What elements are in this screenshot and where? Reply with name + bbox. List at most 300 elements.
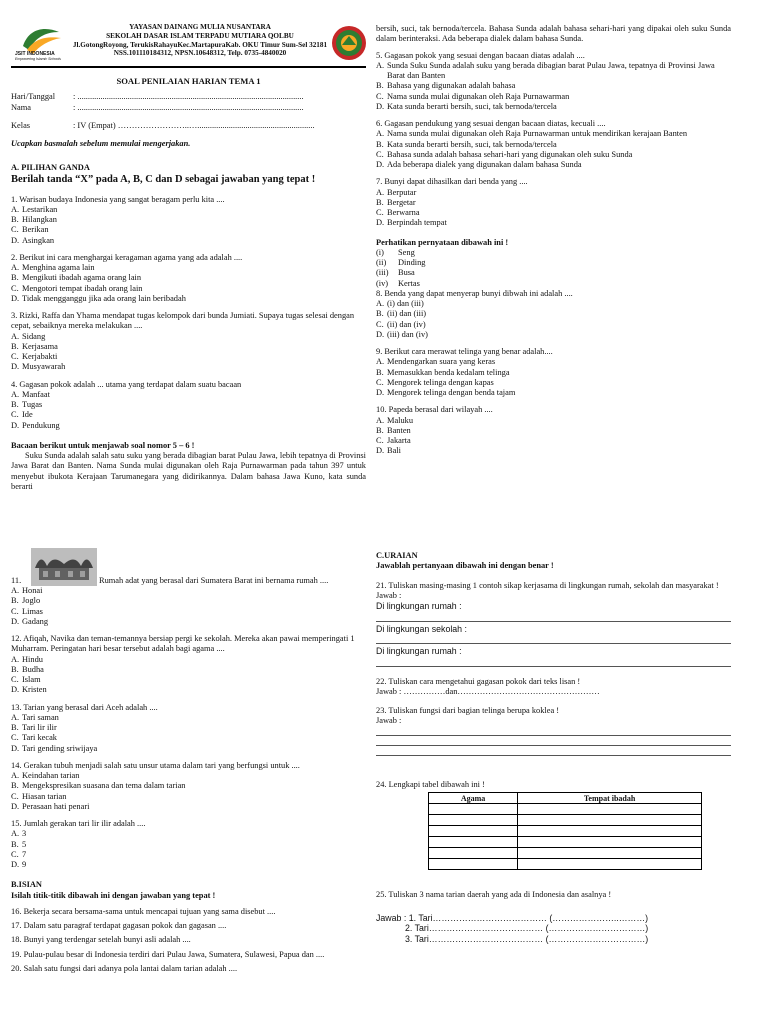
field-value: : ............................................................................................................ [73, 102, 304, 112]
option-letter: C. [11, 283, 19, 293]
question-list-b [376, 51, 731, 229]
option-text: Honai [22, 586, 43, 595]
option-letter: A. [376, 415, 385, 425]
question-text: 15. Jumlah gerakan tari lir ilir adalah .... [11, 819, 146, 828]
question-block [11, 819, 366, 870]
option-letter: B. [11, 596, 19, 606]
answer-option[interactable] [376, 92, 731, 102]
answer-option[interactable] [376, 320, 731, 330]
answer-option[interactable] [376, 102, 731, 112]
option-text: Mengikuti ibadah agama orang lain [22, 273, 142, 283]
question-block [11, 253, 366, 304]
reading-continued: bersih, suci, tak bernoda/tercela. Bahasa Sunda adalah bahasa sehari-hari yang dipakai oleh suku Sunda dalam berinteraksi. Ada beberapa dialek dalam bahasa Sunda. [376, 24, 731, 44]
statement-numeral: (ii) [376, 258, 387, 267]
reading-title: Bacaan berikut untuk menjawab soal nomor 5 – 6 ! [11, 440, 195, 450]
header-school: SEKOLAH DASAR ISLAM TERPADU MUTIARA QOLBU [106, 32, 294, 40]
section-c-title: C.URAIAN [376, 551, 418, 560]
option-text: Sidang [22, 331, 46, 341]
option-text: Budha [22, 664, 44, 674]
option-letter: D. [376, 160, 385, 169]
question-block [11, 634, 366, 696]
answer-option[interactable] [376, 378, 731, 388]
option-letter: C. [11, 733, 19, 743]
isian-list [11, 907, 366, 974]
option-text: Hiasan tarian [22, 791, 67, 801]
school-header [11, 22, 366, 68]
page-title: SOAL PENILAIAN HARIAN TEMA 1 [116, 76, 261, 86]
answer-option[interactable] [376, 446, 731, 456]
religion-table [428, 792, 702, 870]
question-block [11, 380, 366, 431]
answer-rule[interactable] [376, 746, 731, 756]
isian-item[interactable]: 19. Pulau-pulau besar di Indonesia terdiri dari Pulau Jawa, Sumatera, Sulawesi, Papua dan .... [11, 949, 325, 959]
option-letter: C. [11, 606, 19, 616]
option-letter: D. [11, 235, 20, 245]
option-letter: C. [11, 675, 19, 684]
answer-rule[interactable] [376, 726, 731, 736]
option-letter: C. [11, 352, 19, 362]
table-row[interactable] [429, 826, 702, 837]
answer-rule [376, 657, 731, 667]
option-text: Menghina agama lain [22, 263, 95, 273]
option-letter: B. [376, 81, 384, 91]
option-letter: D. [11, 293, 20, 303]
question-11-options [11, 586, 366, 627]
answer-option[interactable] [11, 362, 366, 372]
answer-option[interactable] [11, 723, 366, 733]
option-letter: D. [11, 420, 20, 430]
option-letter: B. [11, 839, 19, 849]
answer-option[interactable] [11, 215, 366, 225]
question-list-c [376, 289, 731, 457]
answer-option[interactable] [11, 675, 366, 685]
answer-option[interactable] [11, 596, 366, 606]
option-letter: C. [11, 791, 19, 801]
option-text: 3 [22, 829, 27, 839]
answer-option[interactable] [376, 330, 731, 340]
answer-option[interactable] [11, 273, 366, 283]
answer-option[interactable] [11, 342, 366, 352]
option-text: Bahasa yang digunakan adalah bahasa [387, 81, 516, 91]
question-block [376, 51, 731, 113]
option-letter: A. [376, 129, 385, 139]
question-text: 12. Afiqah, Navika dan teman-temannya bersiap pergi ke sekolah. Mereka akan pawai memperingati 1 Muharram. Peringatan hari besar tersebut adalah bagi agama .... [11, 634, 355, 654]
option-text: Limas [22, 606, 43, 616]
answer-option[interactable] [11, 205, 366, 215]
answer-option[interactable] [376, 426, 731, 436]
option-letter: C. [376, 377, 384, 387]
table-header-tempat-ibadah: Tempat ibadah [518, 793, 702, 804]
answer-option[interactable] [11, 685, 366, 695]
answer-option[interactable] [11, 225, 366, 235]
field-value: : IV (Empat) ……………………..…........................................................ [73, 120, 315, 130]
answer-option[interactable] [11, 655, 366, 665]
option-text: Musyawarah [22, 362, 66, 372]
option-letter: C. [376, 208, 384, 217]
question-block [376, 177, 731, 228]
answer-option[interactable] [376, 436, 731, 446]
option-letter: B. [376, 309, 384, 319]
option-letter: D. [376, 388, 385, 397]
question-text: 9. Berikut cara merawat telinga yang benar adalah.... [376, 347, 553, 356]
option-text: Sunda Suku Sunda adalah suku yang berada dibagian barat Pulau Jawa, tepatnya di Provinsi Jawa Barat dan Banten [387, 60, 715, 80]
answer-option[interactable] [11, 410, 366, 420]
option-text: Tari lir ilir [22, 723, 57, 732]
question-text: 14. Gerakan tubuh menjadi salah satu unsur utama dalam tari yang berfungsi untuk .... [11, 760, 300, 770]
option-letter: D. [376, 329, 385, 339]
answer-option[interactable] [11, 607, 366, 617]
question-text: 21. Tuliskan masing-masing 1 contoh sikap kerjasama di lingkungan rumah, sekolah dan masyarakat ! [376, 580, 719, 590]
question-text: 3. Rizki, Raffa dan Yhama mendapat tugas kelompok dari bunda Jumiati. Supaya tugas selesai dengan cepat, sebaiknya mereka melakukan .... [11, 311, 355, 331]
option-letter: D. [11, 801, 20, 811]
answer-option[interactable] [376, 81, 731, 91]
table-row[interactable] [429, 815, 702, 826]
header-address: Jl.GotongRoyong, TerukisRahayuKec.MartapuraKab. OKU Timur Sum-Sel 32181 [72, 41, 328, 49]
question-text: Rumah adat yang berasal dari Sumatera Barat ini bernama rumah .... [99, 575, 329, 585]
question-number: 11. [11, 575, 22, 585]
option-text: Ide [22, 410, 33, 420]
option-text: Tari saman [22, 712, 59, 722]
field-label: Kelas [11, 120, 31, 130]
statement-title: Perhatikan pernyataan dibawah ini ! [376, 237, 509, 247]
option-text: Mengekspresikan suasana dan tema dalam tarian [22, 781, 186, 791]
option-letter: C. [11, 849, 19, 859]
answer-option[interactable] [11, 744, 366, 754]
option-text: Mendengarkan suara yang keras [387, 357, 496, 367]
answer-option[interactable] [376, 208, 731, 218]
question-text: 23. Tuliskan fungsi dari bagian telinga berupa koklea ! [376, 705, 560, 715]
question-block [376, 119, 731, 170]
statement-text: Seng [398, 247, 415, 257]
option-letter: A. [11, 331, 20, 341]
option-text: Manfaat [22, 389, 50, 399]
table-row[interactable] [429, 859, 702, 870]
answer-option[interactable] [11, 860, 366, 870]
question-text: 22. Tuliskan cara mengetahui gagasan pokok dari teks lisan ! [376, 677, 581, 687]
answer-option[interactable] [376, 61, 731, 82]
answer-label: Jawab : [376, 590, 402, 600]
answer-option[interactable] [376, 218, 731, 228]
answer-line-1[interactable]: Jawab : 1. Tari………………………………… (…………………..………) [376, 912, 649, 923]
field-label: Nama [11, 102, 31, 112]
answer-option[interactable] [376, 309, 731, 319]
option-text: Bali [387, 446, 401, 456]
option-text: Mengorek telinga dengan benda tajam [387, 388, 516, 397]
answer-option[interactable] [11, 586, 366, 596]
answer-option[interactable] [376, 140, 731, 150]
answer-option[interactable] [376, 388, 731, 398]
option-text: Islam [22, 675, 41, 684]
answer-option[interactable] [376, 198, 731, 208]
option-text: (ii) dan (iv) [387, 319, 426, 329]
question-text: 8. Benda yang dapat menyerap bunyi dibwah ini adalah .... [376, 288, 573, 298]
option-letter: B. [376, 139, 384, 149]
option-letter: D. [376, 446, 385, 456]
statement-list [376, 248, 731, 289]
statement-text: Busa [398, 268, 415, 278]
question-block [376, 347, 731, 398]
isian-item[interactable]: 20. Salah satu fungsi dari adanya pola lantai dalam tarian adalah .... [11, 963, 238, 973]
question-24 [376, 780, 731, 870]
answer-option[interactable] [376, 299, 731, 309]
question-text: 13. Tarian yang berasal dari Aceh adalah .... [11, 702, 158, 712]
option-letter: A. [11, 829, 20, 839]
question-text: 1. Warisan budaya Indonesia yang sangat beragam perlu kita .... [11, 194, 225, 204]
question-text: 7. Bunyi dapat dihasilkan dari benda yang .... [376, 177, 528, 187]
left-column-bottom [11, 548, 366, 978]
statement-item [376, 268, 731, 278]
option-text: Kerjabakti [22, 352, 58, 362]
field-label: Hari/Tanggal [11, 92, 56, 102]
option-text: Bergetar [387, 197, 416, 207]
option-text: Joglo [22, 596, 41, 606]
table-row[interactable] [429, 848, 702, 859]
header-foundation: YAYASAN DAINANG MULIA NUSANTARA [129, 23, 271, 31]
question-block [11, 195, 366, 246]
question-block [376, 405, 731, 456]
option-text: 9 [22, 860, 27, 869]
rumah-gadang-image [31, 548, 97, 586]
option-text: 7 [22, 849, 27, 859]
question-block [11, 703, 366, 754]
question-block [376, 289, 731, 340]
section-a-title: A. PILIHAN GANDA [11, 163, 90, 173]
section-c-instruction: Jawablah pertanyaan dibawah ini dengan benar ! [376, 561, 554, 571]
answer-line-school[interactable]: Di lingkungan sekolah : [376, 623, 467, 634]
option-text: Mengotori tempat ibadah orang lain [22, 283, 143, 293]
answer-option[interactable] [11, 850, 366, 860]
option-letter: C. [376, 319, 384, 329]
option-letter: D. [11, 362, 20, 372]
isian-item[interactable]: 18. Bunyi yang terdengar setelah bunyi asli adalah .... [11, 935, 191, 945]
answer-option[interactable] [11, 263, 366, 273]
option-letter: D. [376, 101, 385, 111]
answer-option[interactable] [376, 416, 731, 426]
question-text: 4. Gagasan pokok adalah ... utama yang terdapat dalam suatu bacaan [11, 379, 242, 389]
option-letter: C. [376, 149, 384, 159]
answer-line-2[interactable]: 2. Tari………………………………… (……………………………) [405, 923, 649, 934]
answer-option[interactable] [376, 150, 731, 160]
option-text: Pendukung [22, 420, 60, 430]
jsit-logo-tagline: Empowering Islamic Schools [15, 57, 61, 61]
option-text: Ada beberapa dialek yang digunakan dalam bahasa Sunda [387, 160, 582, 169]
option-letter: B. [11, 273, 19, 283]
reading-text: Suku Sunda adalah salah satu suku yang berada dibagian barat Pulau Jawa, lebih tepatnya di Provinsi Jawa Barat dan Banten. Nama Sunda mulai digunakan oleh Raja Purnawarman pada tahun 397 untuk menyebut ibukota Kerajaan Tarumanegara yang didirikannya. Dalam bahasa Jawa Kuno, kata sunda berarti [11, 451, 366, 491]
option-text: Kata sunda berarti bersih, suci, tak bernoda/tercela [387, 139, 557, 149]
table-row[interactable] [429, 837, 702, 848]
header-rule [11, 66, 366, 68]
answer-option[interactable] [11, 421, 366, 431]
question-block [11, 311, 366, 373]
question-list-a [11, 195, 366, 431]
answer-label: Jawab : [376, 715, 402, 725]
option-text: Nama sunda mulai digunakan oleh Raja Purnawarman [387, 91, 570, 101]
statement-item [376, 258, 731, 268]
option-letter: A. [376, 299, 385, 308]
field-date[interactable] [11, 92, 366, 102]
option-letter: B. [376, 197, 384, 207]
answer-option[interactable] [11, 352, 366, 362]
option-letter: C. [11, 410, 19, 420]
answer-option[interactable] [11, 617, 366, 627]
question-text: 6. Gagasan pendukung yang sesuai dengan bacaan diatas, kecuali .... [376, 119, 606, 128]
option-letter: A. [11, 204, 20, 214]
option-letter: A. [376, 187, 385, 197]
option-text: Asingkan [22, 235, 55, 245]
field-name[interactable] [11, 103, 366, 113]
section-a-instruction: Berilah tanda “X” pada A, B, C dan D sebagai jawaban yang tepat ! [11, 173, 316, 185]
option-letter: D. [376, 218, 385, 228]
option-text: Memasukkan benda kedalam telinga [387, 367, 510, 377]
option-letter: A. [11, 712, 20, 722]
question-22 [376, 677, 731, 698]
option-text: Tugas [22, 400, 43, 410]
answer-option[interactable] [11, 829, 366, 839]
answer-option[interactable] [11, 733, 366, 743]
option-text: Gadang [22, 616, 49, 626]
option-text: Banten [387, 425, 411, 435]
option-letter: A. [11, 654, 20, 664]
option-text: Berikan [22, 225, 49, 235]
answer-line-home[interactable]: Di lingkungan rumah : [376, 601, 462, 611]
option-text: (ii) dan (iii) [387, 309, 427, 319]
answer-option[interactable] [11, 390, 366, 400]
statement-numeral: (i) [376, 247, 384, 257]
greeting: Ucapkan basmalah sebelum memulai mengerjakan. [11, 139, 191, 149]
option-letter: C. [376, 91, 384, 101]
answer-option[interactable] [376, 188, 731, 198]
answer-option[interactable] [11, 332, 366, 342]
statement-text: Dinding [398, 258, 426, 267]
question-text: 25. Tuliskan 3 nama tarian daerah yang ada di Indonesia dan asalnya ! [376, 890, 612, 900]
option-letter: B. [11, 781, 19, 791]
option-text: Hindu [22, 654, 43, 664]
table-header-agama: Agama [429, 793, 518, 804]
section-b-title: B.ISIAN [11, 880, 42, 890]
section-b-instruction: Isilah titik-titik dibawah ini dengan jawaban yang tepat ! [11, 890, 216, 900]
option-letter: A. [11, 263, 20, 273]
option-letter: A. [376, 357, 385, 367]
isian-item[interactable]: 16. Bekerja secara bersama-sama untuk mencapai tujuan yang sama disebut .... [11, 906, 276, 916]
option-text: Kerjasama [22, 341, 58, 351]
option-letter: B. [11, 341, 19, 351]
answer-option[interactable] [376, 368, 731, 378]
answer-option[interactable] [11, 236, 366, 246]
option-text: Berwarna [387, 208, 420, 217]
option-text: Tidak mengganggu jika ada orang lain beribadah [22, 293, 186, 303]
option-text: Nama sunda mulai digunakan oleh Raja Purnawarman untuk mendirikan kerajaan Banten [387, 129, 688, 139]
option-text: Hilangkan [22, 215, 57, 225]
statement-numeral: (iv) [376, 278, 389, 288]
answer-option[interactable] [376, 357, 731, 367]
statement-text: Kertas [398, 278, 420, 288]
isian-item[interactable]: 17. Dalam satu paragraf terdapat gagasan pokok dan gagasan .... [11, 921, 227, 930]
right-column-bottom [376, 551, 731, 945]
question-25 [376, 890, 731, 944]
option-text: Berpindah tempat [387, 218, 447, 228]
answer-option[interactable] [11, 792, 366, 802]
option-text: (i) dan (iii) [387, 299, 424, 308]
answer-option[interactable] [11, 771, 366, 781]
answer-option[interactable] [11, 802, 366, 812]
question-block [11, 761, 366, 812]
option-letter: B. [376, 367, 384, 377]
option-letter: A. [11, 771, 20, 780]
answer-option[interactable] [11, 713, 366, 723]
option-letter: D. [11, 860, 20, 869]
question-text: 10. Papeda berasal dari wilayah .... [376, 405, 493, 415]
right-column-top [376, 24, 731, 457]
answer-line-3[interactable]: 3. Tari………………………………… (……………………………) [405, 934, 649, 945]
option-letter: B. [11, 664, 19, 674]
option-letter: B. [11, 215, 19, 225]
school-emblem [331, 25, 367, 61]
option-letter: C. [11, 225, 19, 235]
answer-rule [376, 612, 731, 622]
option-letter: D. [11, 743, 20, 753]
answer-rule[interactable] [376, 736, 731, 746]
table-row[interactable] [429, 804, 702, 815]
option-letter: A. [11, 389, 20, 399]
option-text: Bahasa sunda adalah bahasa sehari-hari yang digunakan oleh suku Sunda [387, 149, 633, 159]
question-text: 5. Gagasan pokok yang sesuai dengan bacaan diatas adalah .... [376, 50, 585, 60]
answer-option[interactable] [11, 781, 366, 791]
option-text: Kristen [22, 685, 47, 695]
option-text: Maluku [387, 415, 414, 425]
question-23 [376, 706, 731, 757]
statement-item [376, 248, 731, 258]
answer-option[interactable] [11, 294, 366, 304]
option-text: Mengorek telinga dengan kapas [387, 377, 494, 387]
question-list-d [11, 634, 366, 870]
answer-rule [376, 634, 731, 644]
header-contact: NSS.101110184312, NPSN.10648312, Telp. 0735-4840020 [113, 49, 287, 57]
option-letter: D. [11, 616, 20, 626]
question-text: 24. Lengkapi tabel dibawah ini ! [376, 780, 485, 790]
answer-option[interactable] [376, 129, 731, 139]
answer-option[interactable] [11, 400, 366, 410]
option-text: Kata sunda berarti bersih, suci, tak bernoda/tercela [387, 101, 557, 111]
option-letter: A. [11, 586, 20, 595]
jsit-logo-text: JSIT INDONESIA [15, 51, 55, 57]
answer-line[interactable]: Jawab : ……………dan…………………………………………… [376, 687, 600, 697]
option-letter: A. [376, 60, 385, 70]
jsit-logo [15, 24, 67, 64]
option-text: Perasaan hati penari [22, 801, 90, 811]
question-21 [376, 581, 731, 668]
option-letter: B. [11, 400, 19, 410]
option-text: Keindahan tarian [22, 771, 80, 780]
statement-item [376, 279, 731, 289]
option-text: 5 [22, 839, 27, 849]
option-text: (iii) dan (iv) [387, 329, 428, 339]
answer-option[interactable] [376, 160, 731, 170]
answer-option[interactable] [11, 840, 366, 850]
field-class[interactable] [11, 121, 366, 131]
option-letter: B. [11, 723, 19, 732]
option-text: Lestarikan [22, 204, 58, 214]
answer-option[interactable] [11, 284, 366, 294]
option-text: Berputar [387, 187, 417, 197]
answer-line-community[interactable]: Di lingkungan rumah : [376, 646, 462, 657]
answer-option[interactable] [11, 665, 366, 675]
question-text: 2. Berikut ini cara menghargai keragaman agama yang ada adalah .... [11, 252, 243, 262]
statement-numeral: (iii) [376, 268, 389, 278]
option-letter: C. [376, 436, 384, 445]
field-value: : ............................................................................................................ [73, 92, 304, 102]
option-letter: B. [376, 425, 384, 435]
option-text: Tari kecak [22, 733, 57, 743]
